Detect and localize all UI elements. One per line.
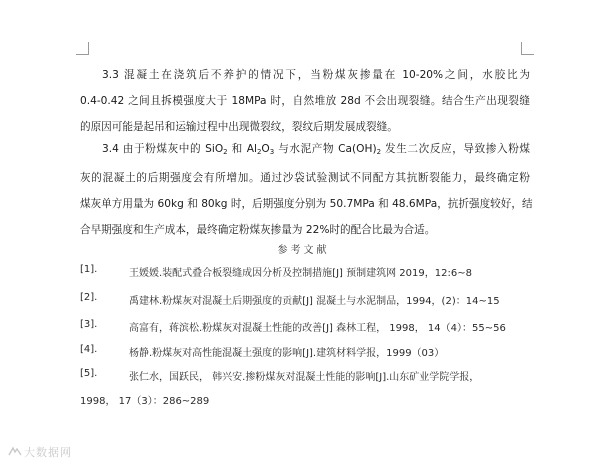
- page-corner-mark-top-left: [76, 42, 89, 55]
- watermark-text: 大数据网: [24, 446, 72, 459]
- paragraph-3-3: [80, 62, 530, 140]
- reference-text: 杨静.粉煤灰对高性能混凝土强度的影响[J].建筑材料学报，1999（03）: [129, 348, 445, 359]
- paragraph-line: 合早期强度和生产成本，最终确定粉煤灰掺量为 22%时的配合比最为合适。: [80, 224, 436, 236]
- reference-text: 张仁水，国跃民， 韩兴安.掺粉煤灰对混凝土性能的影响[J].山东矿业学院学报，: [129, 372, 480, 383]
- paragraph-3-4: [80, 136, 533, 243]
- page-corner-mark-top-right: [521, 42, 534, 55]
- reference-text-continuation: 1998， 17（3）：286~289: [80, 396, 210, 407]
- logo-icon: [8, 446, 22, 457]
- reference-text: 高富有，蒋滨松.粉煤灰对混凝土性能的改善[J] 森林工程， 1998， 14（4）：55~56: [129, 323, 506, 334]
- reference-text: 王媛媛.装配式叠合板裂缝成因分析及控制措施[J] 预制建筑网 2019，12:6~8: [129, 268, 472, 279]
- reference-number: [2].: [80, 292, 98, 303]
- paragraph-line-with-formulas: 3.4 由于粉煤灰中的 SiO$_2$ 和 $Al_2O_3$ 与水泥产物 $Ca(OH)_2$ 发生二次反应，导致掺入粉煤: [102, 143, 530, 156]
- paragraph-line: 3.3 混凝土在浇筑后不养护的情况下，当粉煤灰掺量在 10-20%之间，水胶比为: [102, 69, 530, 81]
- reference-number: [1].: [80, 264, 98, 275]
- paragraph-line: 的原因可能是起吊和运输过程中出现微裂纹，裂纹后期发展成裂缝。: [80, 121, 398, 133]
- paragraph-line: 0.4-0.42 之间且拆模强度大于 18MPa 时，自然堆放 28d 不会出现裂缝。结合生产出现裂缝: [80, 95, 530, 107]
- references-heading: 参考文献: [277, 245, 330, 256]
- reference-number: [3].: [80, 319, 98, 330]
- reference-number: [4].: [80, 344, 98, 355]
- paragraph-line: 煤灰单方用量为 60kg 和 80kg 时，后期强度分别为 50.7MPa 和 48.6MPa，抗折强度较好，结: [80, 198, 533, 210]
- reference-text: 禹建林.粉煤灰对混凝土后期强度的贡献[J] 混凝土与水泥制品，1994，(2)：14~15: [129, 296, 500, 307]
- reference-number: [5].: [80, 368, 98, 379]
- paragraph-line: 灰的混凝土的后期强度会有所增加。通过沙袋试验测试不同配方其抗断裂能力，最终确定粉: [80, 172, 530, 184]
- watermark: [8, 444, 72, 460]
